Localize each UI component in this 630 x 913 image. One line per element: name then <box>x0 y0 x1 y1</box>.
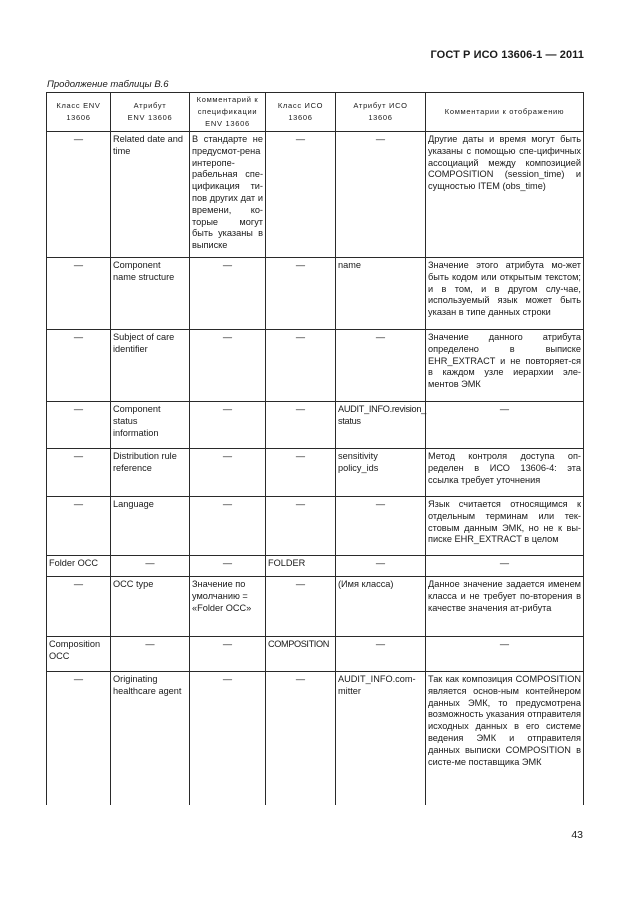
table-row <box>47 132 584 258</box>
cell-iso-class: — <box>266 330 336 402</box>
header-mapping-comment: Комментарии к отображению <box>426 93 584 132</box>
cell-iso-attribute: — <box>336 637 426 672</box>
cell-mapping-comment: Так как композиция COMPOSITION является основ-ным контейнером данных ЭМК, то предусмотрена возможность указания отправителя исходных данных в его системе ведения ЭМК и отправителя данных выписки COMPOSITION в систе-ме поставщика ЭМК <box>426 672 584 805</box>
cell-env-class: Folder OCC <box>47 556 111 577</box>
cell-mapping-comment: — <box>426 556 584 577</box>
mapping-table <box>46 92 584 805</box>
table-row <box>47 672 584 805</box>
cell-iso-attribute: sensitivity policy_ids <box>336 449 426 497</box>
cell-iso-class: — <box>266 258 336 330</box>
page-number: 43 <box>571 829 583 841</box>
cell-env-comment: — <box>190 637 266 672</box>
header-iso-attribute: Атрибут ИСО 13606 <box>336 93 426 132</box>
document-standard-header: ГОСТ Р ИСО 13606-1 — 2011 <box>430 49 584 61</box>
table-caption: Продолжение таблицы В.6 <box>47 79 169 90</box>
cell-iso-attribute: AUDIT_INFO.revision_ status <box>336 402 426 449</box>
cell-env-attribute: Component name structure <box>111 258 190 330</box>
cell-env-comment: — <box>190 672 266 805</box>
cell-env-attribute: Distribution rule reference <box>111 449 190 497</box>
cell-env-attribute: Language <box>111 497 190 556</box>
cell-iso-class: FOLDER <box>266 556 336 577</box>
cell-env-comment: — <box>190 497 266 556</box>
cell-mapping-comment: — <box>426 402 584 449</box>
cell-mapping-comment: Значение данного атрибута определено в выписке EHR_EXTRACT и не повторяет-ся в каждом узле иерархии эле-ментов ЭМК <box>426 330 584 402</box>
cell-iso-class: — <box>266 449 336 497</box>
cell-env-comment: В стандарте не предусмот-рена интеропе-рабельная спе-цификация ти-пов других дат и времени, ко-торые могут быть указаны в выписке <box>190 132 266 258</box>
cell-env-comment: — <box>190 556 266 577</box>
cell-env-class: — <box>47 577 111 637</box>
header-iso-class: Класс ИСО 13606 <box>266 93 336 132</box>
header-env-class: Класс ENV 13606 <box>47 93 111 132</box>
table-header-row <box>47 93 584 132</box>
cell-env-class: — <box>47 497 111 556</box>
cell-iso-attribute: — <box>336 330 426 402</box>
cell-iso-attribute: — <box>336 497 426 556</box>
cell-iso-class: — <box>266 132 336 258</box>
cell-env-comment: — <box>190 330 266 402</box>
header-env-attribute: Атрибут ENV 13606 <box>111 93 190 132</box>
cell-env-class: — <box>47 132 111 258</box>
cell-iso-attribute: name <box>336 258 426 330</box>
cell-env-class: — <box>47 449 111 497</box>
cell-env-attribute: Component status information <box>111 402 190 449</box>
cell-mapping-comment: Язык считается относящимся к отдельным терминам или тек-стовым данным ЭМК, но не к вы-писке EHR_EXTRACT в целом <box>426 497 584 556</box>
cell-env-attribute: — <box>111 556 190 577</box>
cell-env-class: Composition OCC <box>47 637 111 672</box>
cell-env-attribute: Originating healthcare agent <box>111 672 190 805</box>
cell-iso-class: COMPOSITION <box>266 637 336 672</box>
header-env-comment: Комментарий к спецификации ENV 13606 <box>190 93 266 132</box>
cell-env-attribute: Related date and time <box>111 132 190 258</box>
cell-env-class: — <box>47 258 111 330</box>
cell-env-comment: — <box>190 258 266 330</box>
cell-env-class: — <box>47 672 111 805</box>
cell-iso-class: — <box>266 577 336 637</box>
cell-mapping-comment: Данное значение задается именем класса и не требует по-вторения в качестве значения ат-рибута <box>426 577 584 637</box>
cell-env-comment: — <box>190 449 266 497</box>
cell-env-attribute: Subject of care identifier <box>111 330 190 402</box>
cell-iso-class: — <box>266 402 336 449</box>
cell-env-class: — <box>47 330 111 402</box>
cell-iso-class: — <box>266 497 336 556</box>
cell-mapping-comment: — <box>426 637 584 672</box>
cell-mapping-comment: Значение этого атрибута мо-жет быть кодом или открытым текстом; и в том, и в другом слу-чае, используемый язык может быть указан в типе данных строки <box>426 258 584 330</box>
table-row <box>47 258 584 330</box>
table-row <box>47 497 584 556</box>
table-row <box>47 402 584 449</box>
cell-mapping-comment: Другие даты и время могут быть указаны с помощью спе-цифичных ассоциаций между композицией COMPOSITION (session_time) и сущностью ITEM (obs_time) <box>426 132 584 258</box>
cell-env-comment: Значение по умолчанию = «Folder OCC» <box>190 577 266 637</box>
cell-env-class: — <box>47 402 111 449</box>
cell-env-comment: — <box>190 402 266 449</box>
table-row <box>47 556 584 577</box>
table-row <box>47 330 584 402</box>
cell-iso-attribute: AUDIT_INFO.com- mitter <box>336 672 426 805</box>
cell-mapping-comment: Метод контроля доступа оп-ределен в ИСО 13606-4: эта ссылка требует уточнения <box>426 449 584 497</box>
cell-iso-class: — <box>266 672 336 805</box>
cell-env-attribute: OCC type <box>111 577 190 637</box>
cell-iso-attribute: — <box>336 556 426 577</box>
table-row <box>47 449 584 497</box>
cell-iso-attribute: (Имя класса) <box>336 577 426 637</box>
table-row <box>47 637 584 672</box>
table-row <box>47 577 584 637</box>
cell-iso-attribute: — <box>336 132 426 258</box>
cell-env-attribute: — <box>111 637 190 672</box>
